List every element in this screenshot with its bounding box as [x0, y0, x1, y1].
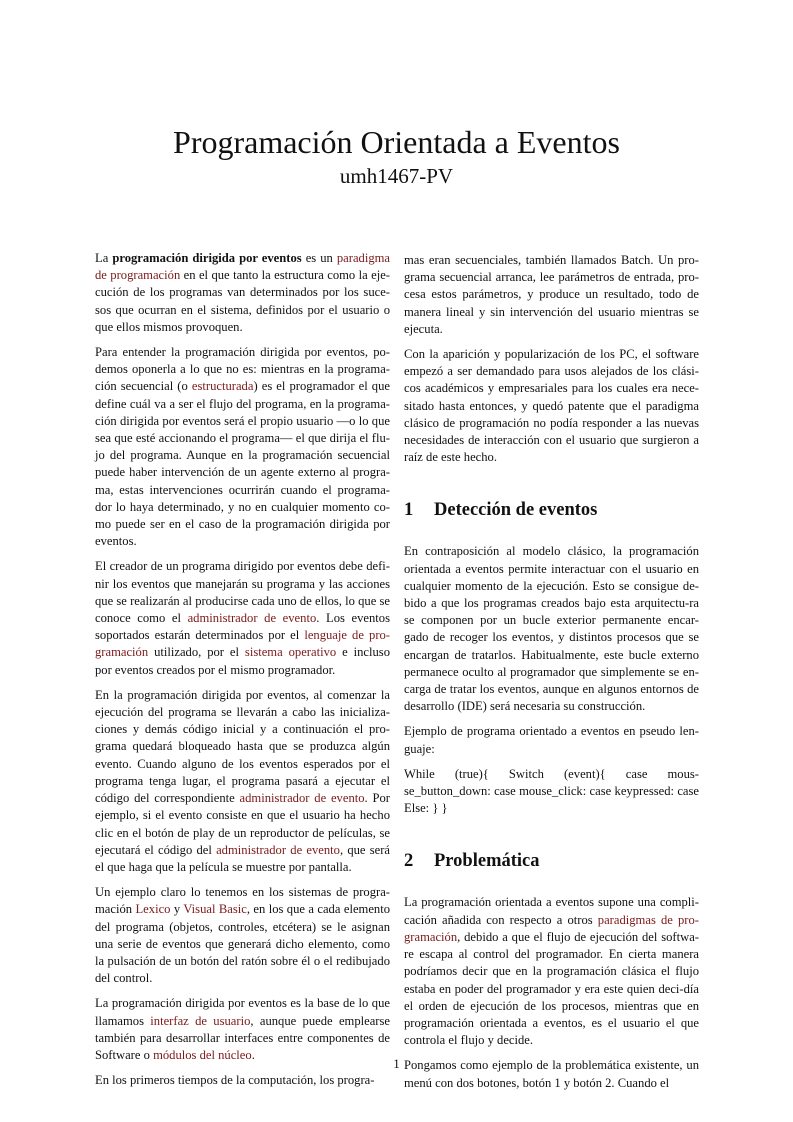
paragraph: Pongamos como ejemplo de la problemática existente, un menú con dos botones, botón 1 y botón 2. Cuando el [404, 1058, 699, 1090]
text: y [170, 902, 184, 917]
text: , aunque puede emplearse también para desarrollar interfaces entre componentes de Software o [95, 1013, 390, 1062]
paragraph: En los primeros tiempos de la computación, los progra- [95, 1073, 375, 1088]
text: La programación orientada a eventos supone una compli-cación añadida con respecto a otros [404, 895, 699, 927]
text: En la programación dirigida por eventos, al comenzar la ejecución del programa se llevarán a cabo las inicializa-ciones y demás código inicial y a continuación el pro-grama quedará bloqueado hasta que se produzca algún evento. Cuando alguno de los eventos esperados por el programa tenga lugar, el programa pasará a ejecutar el código del correspondiente [95, 687, 390, 806]
link-interfaz-usuario[interactable]: interfaz de usuario [150, 1013, 251, 1028]
paragraph [95, 250, 390, 336]
section-number: 2 [404, 851, 414, 872]
paragraph: En contraposición al modelo clásico, la programación orientada a eventos permite interactuar con el usuario en cualquier momento de la ejecución. Esto se consigue de-bido a que los programas creados bajo esta arquitectu-ra se componen por un bucle exterior permanente encar-gado de recoger los eventos, y distintos procesos que se encargan de tratarlos. Habitualmente, este bucle externo permanece oculto al programador que simplemente se en-carga de tratar los eventos, aunque en algunos entornos de desarrollo (IDE) será necesaria su construcción. [404, 544, 699, 714]
link-administrador-evento[interactable]: administrador de evento [187, 611, 317, 626]
text: La [95, 251, 113, 265]
section-heading [404, 850, 699, 872]
link-estructurada[interactable]: estructurada [191, 379, 254, 394]
link-modulos-nucleo[interactable]: módulos del núcleo [153, 1047, 252, 1062]
bold-term: programación dirigida por eventos [112, 251, 302, 265]
link-paradigma[interactable]: paradigma de programación [95, 251, 391, 283]
text: Para entender la programación dirigida por eventos, po-demos oponerla a lo que no es: mientras en la programa-ción secuencial (o [95, 345, 390, 394]
text: ) es el programador el que define cuál va a ser el flujo del programa, en la programa-ción dirigida por eventos será el propio usuario —o lo que sea que esté accionando el programa— el que dirija el flu-jo del programa. Aunque en la programación secuencial puede haber intervención de un agente externo al progra-ma, estas intervenciones ocurrirán cuando el programa-dor lo haya determinado, y no en cualquier momento co-mo puede ser en el caso de la programación dirigida por eventos. [95, 379, 390, 549]
link-sistema-operativo[interactable]: sistema operativo [244, 645, 337, 660]
paragraph: mas eran secuenciales, también llamados Batch. Un pro-grama secuencial arranca, lee parámetros de entrada, pro-cesa estos parámetros, y produce un resultado, todo de manera lineal y sin intervención del usuario mientras se ejecuta. [404, 253, 699, 336]
text: . Por ejemplo, si el evento consiste en que el usuario ha hecho clic en el botón de play de un reproductor de películas, se ejecutará el código del [95, 791, 390, 857]
text: , que será el que haga que la película se muestre por pantalla. [95, 842, 391, 874]
section-title: Detección de eventos [434, 500, 598, 521]
paragraph [95, 687, 390, 876]
text: en el que tanto la estructura como la eje-cución de los programas van determinados por los suce-sos que ocurran en el sistema, definidos por el usuario o que ellos mismos provoquen. [95, 268, 390, 334]
link-lexico[interactable]: Lexico [135, 902, 171, 917]
paragraph [95, 884, 390, 987]
paragraph [95, 344, 390, 550]
document-subtitle: umh1467-PV [339, 164, 454, 188]
link-administrador-evento[interactable]: administrador de evento [239, 791, 365, 806]
link-lenguaje-programacion[interactable]: lenguaje de pro-gramación [95, 628, 390, 660]
document-title: Programación Orientada a Eventos [173, 124, 620, 160]
text: . [251, 1047, 255, 1062]
paragraph: Con la aparición y popularización de los PC, el software empezó a ser demandado para usos alejados de los clási-cos académicos y empresariales para los cuales era nece-sitado hasta entonces, y quedó patente que el paradigma clásico de programación no podía responder a las nuevas necesidades de interacción con el usuario que surgieron a raíz de este hecho. [404, 347, 699, 465]
section-heading [404, 499, 699, 521]
link-paradigmas-programacion[interactable]: paradigmas de pro-gramación [404, 912, 699, 944]
paragraph [95, 995, 390, 1064]
section-number: 1 [404, 500, 414, 521]
text: . Los eventos soportados estarán determinados por el [95, 611, 390, 643]
text: Un ejemplo claro lo tenemos en los sistemas de progra-mación [95, 885, 390, 917]
text: e incluso por eventos creados por el mismo programador. [95, 645, 390, 677]
paragraph [404, 894, 699, 1049]
left-column [95, 250, 390, 1097]
link-administrador-evento[interactable]: administrador de evento [216, 842, 340, 857]
text: utilizado, por el [148, 645, 245, 660]
link-visual-basic[interactable]: Visual Basic [183, 902, 247, 917]
section-title: Problemática [434, 851, 540, 872]
paragraph: Ejemplo de programa orientado a eventos en pseudo len-guaje: [404, 724, 699, 756]
text: La programación dirigida por eventos es la base de lo que llamamos [95, 996, 390, 1028]
page-number: 1 [393, 1056, 400, 1071]
text: , debido a que el flujo de ejecución del softwa-re escapa al control del programador. En cierta manera podríamos decir que en la programación clásica el flujo estaba en poder del programador y era este quien deci-día el orden de ejecución de los procesos, mientras que en programación orientada a eventos, es el usuario el que controla el flujo y decide. [404, 929, 699, 1048]
paragraph [95, 558, 390, 678]
pseudocode-paragraph: While (true){ Switch (event){ case mous-se_button_down: case mouse_click: case keypressed: case Else: } } [404, 766, 699, 816]
text: es un [301, 251, 337, 265]
text: El creador de un programa dirigido por eventos debe defi-nir los eventos que manejarán su programa y las acciones que se realizarán al producirse cada uno de ellos, lo que se conoce como el [95, 559, 390, 626]
right-column [404, 252, 699, 1100]
text: , en los que a cada elemento del programa (objetos, controles, etcétera) se le asignan una serie de eventos que generará dicho elemento, como la pulsación de un botón del ratón sobre él o el redibujado del control. [95, 902, 391, 986]
